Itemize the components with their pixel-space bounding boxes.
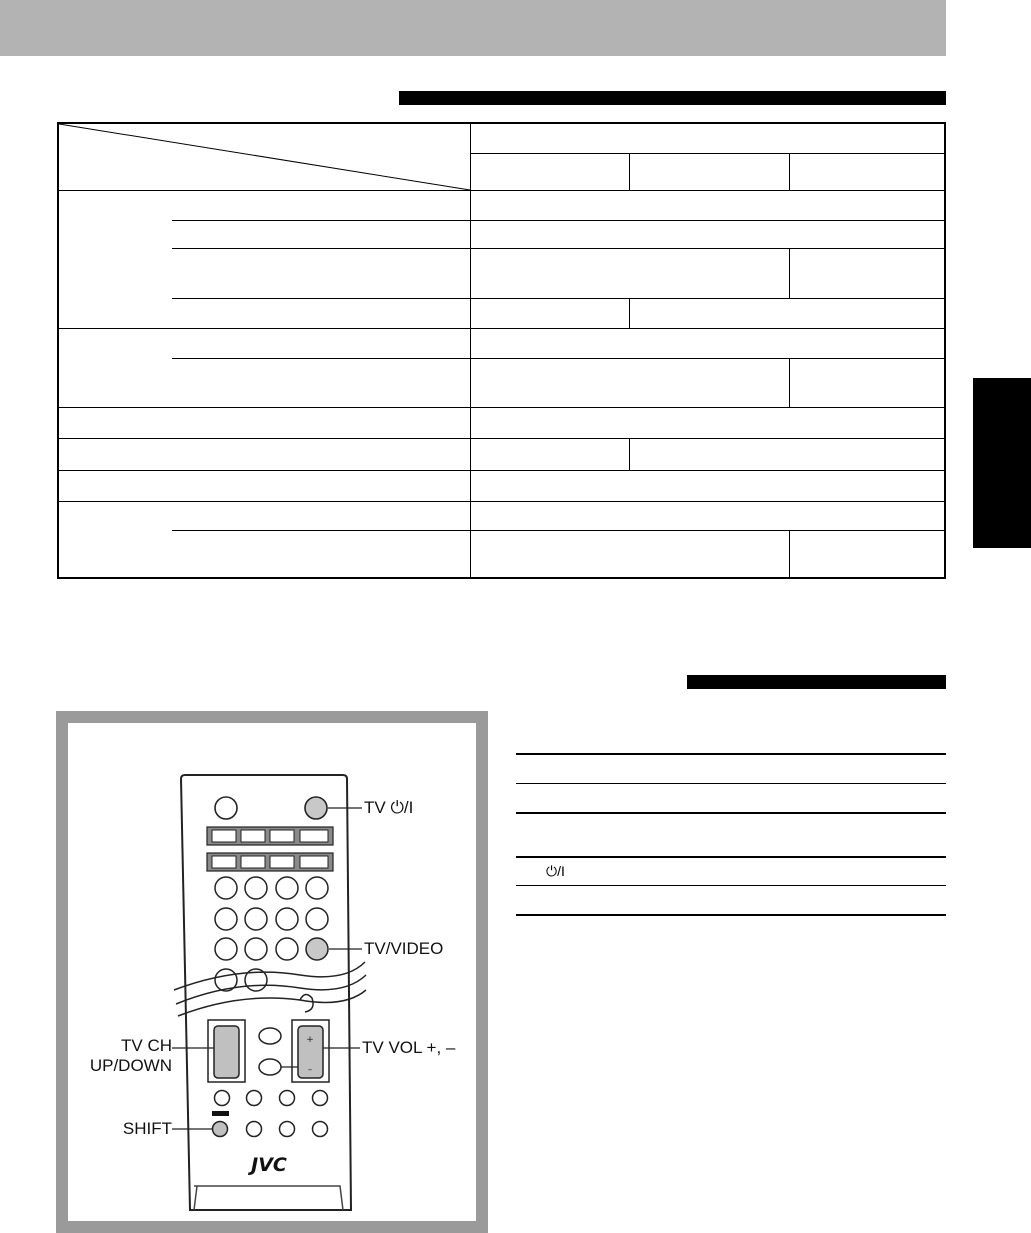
svg-text:–: – [307, 1065, 313, 1075]
svg-text:+: + [306, 1035, 314, 1045]
tv-ch-rocker [214, 1026, 239, 1078]
shift-button [213, 1122, 228, 1137]
button-list-rule [516, 753, 946, 755]
button-list-rule [516, 856, 946, 858]
button-list-rule [516, 812, 946, 814]
jvc-logo: JVC [251, 1154, 287, 1176]
button-list-rule [516, 783, 946, 784]
tv-power-button [305, 797, 327, 819]
button-list-rule [516, 885, 946, 886]
callout-tv-video: TV/VIDEO [364, 939, 444, 958]
callout-tv-power: TV ⏻/I [364, 798, 414, 817]
callout-tv-vol: TV VOL +, – [362, 1038, 456, 1057]
callout-tv-ch: TV CH UP/DOWN [89, 1036, 172, 1075]
callout-shift: SHIFT [122, 1119, 172, 1138]
power-icon: ⏻/I [546, 863, 565, 879]
tv-video-button [306, 938, 328, 960]
button-list-rule [516, 914, 946, 916]
